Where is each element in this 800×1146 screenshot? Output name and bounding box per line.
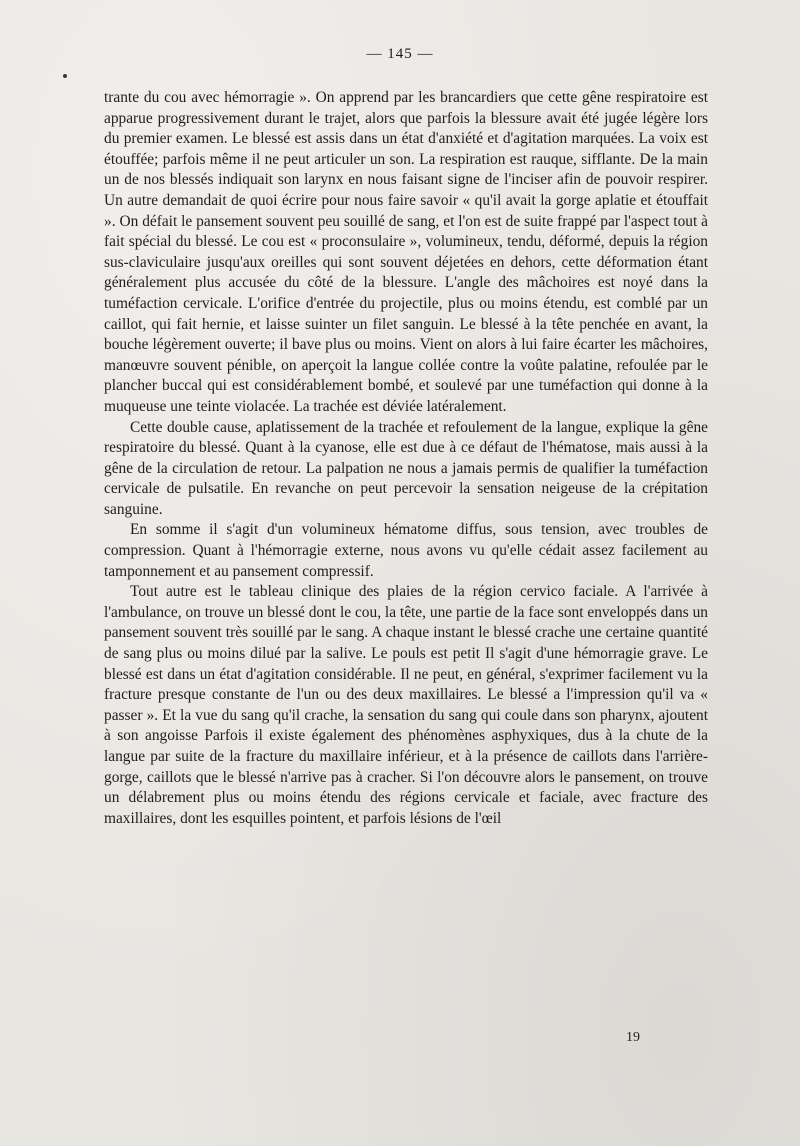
body-text	[104, 88, 708, 829]
paragraph-cervico-facial: Tout autre est le tableau clinique des plaies de la région cervico faciale. A l'arrivée à l'ambulance, on trouve un blessé dont le cou, la tête, une partie de la face sont enveloppés dans un pansement souvent très souillé par le sang. A chaque instant le blessé crache une certaine quantité de sang plus ou moins dilué par la salive. Le pouls est petit Il s'agit d'une hémorragie grave. Le blessé est dans un état d'agitation considérable. Il ne peut, en général, s'exprimer facilement vu la fracture presque constante de l'un ou des deux maxillaires. Le blessé a l'impression qu'il va « passer ». Et la vue du sang qu'il crache, la sensation du sang qui coule dans son pharynx, ajoutent à son angoisse Parfois il existe également des phénomènes asphyxiques, dus à la chute de la langue par suite de la fracture du maxillaire inférieur, et à la présence de caillots dans l'arrière-gorge, caillots que le blessé n'arrive pas à cracher. Si l'on découvre alors le pansement, on trouve un délabrement plus ou moins étendu des régions cervicale et faciale, avec fracture des maxillaires, dont les esquilles pointent, et parfois lésions de l'œil	[104, 583, 708, 827]
page-number: — 145 —	[366, 46, 434, 62]
ink-speck	[63, 74, 67, 78]
paragraph-double-cause: Cette double cause, aplatissement de la trachée et refoulement de la langue, explique la gêne respiratoire du blessé. Quant à la cyanose, elle est due à ce défaut de l'hématose, mais aussi à la gêne de la circulation de retour. La palpation ne nous a jamais permis de qualifier la tuméfaction cervicale de pulsatile. En revanche on peut percevoir la sensation neigeuse de la crépitation sanguine.	[104, 418, 708, 518]
signature-mark: 19	[626, 1030, 640, 1045]
paragraph-summary: En somme il s'agit d'un volumineux hématome diffus, sous tension, avec troubles de compression. Quant à l'hémorragie externe, nous avons vu qu'elle cédait assez facilement au tamponnement et au pansement compressif.	[104, 521, 708, 580]
paragraph-continuation: trante du cou avec hémorragie ». On apprend par les brancardiers que cette gêne respiratoire est apparue progressivement durant le trajet, alors que parfois la blessure avait été jugée légère lors du premier examen. Le blessé est assis dans un état d'anxiété et d'agitation marquées. La voix est étouffée; parfois même il ne peut articuler un son. La respiration est rauque, sifflante. De la main un de nos blessés indiquait son larynx en nous faisant signe de l'inciser afin de pouvoir respirer. Un autre demandait de quoi écrire pour nous faire savoir « qu'il avait la gorge aplatie et étouffait ». On défait le pansement souvent peu souillé de sang, et l'on est de suite frappé par l'aspect tout à fait spécial du blessé. Le cou est « proconsulaire », volumineux, tendu, déformé, depuis la région sus-claviculaire jusqu'aux oreilles qui sont souvent déjetées en dehors, cette déformation étant généralement plus accusée du côté de la blessure. L'angle des mâchoires est noyé dans la tuméfaction cervicale. L'orifice d'entrée du projectile, plus ou moins étendu, est comblé par un caillot, qui fait hernie, et laisse suinter un filet sanguin. Le blessé à la tête penchée en avant, la bouche légèrement ouverte; il bave plus ou moins. Vient on alors à lui faire écarter les mâchoires, manœuvre souvent pénible, on aperçoit la langue collée contre la voûte palatine, refoulée par le plancher buccal qui est considérablement bombé, et soulevé par une tuméfaction qui donne à la muqueuse une teinte violacée. La trachée est déviée latéralement.	[104, 89, 708, 415]
